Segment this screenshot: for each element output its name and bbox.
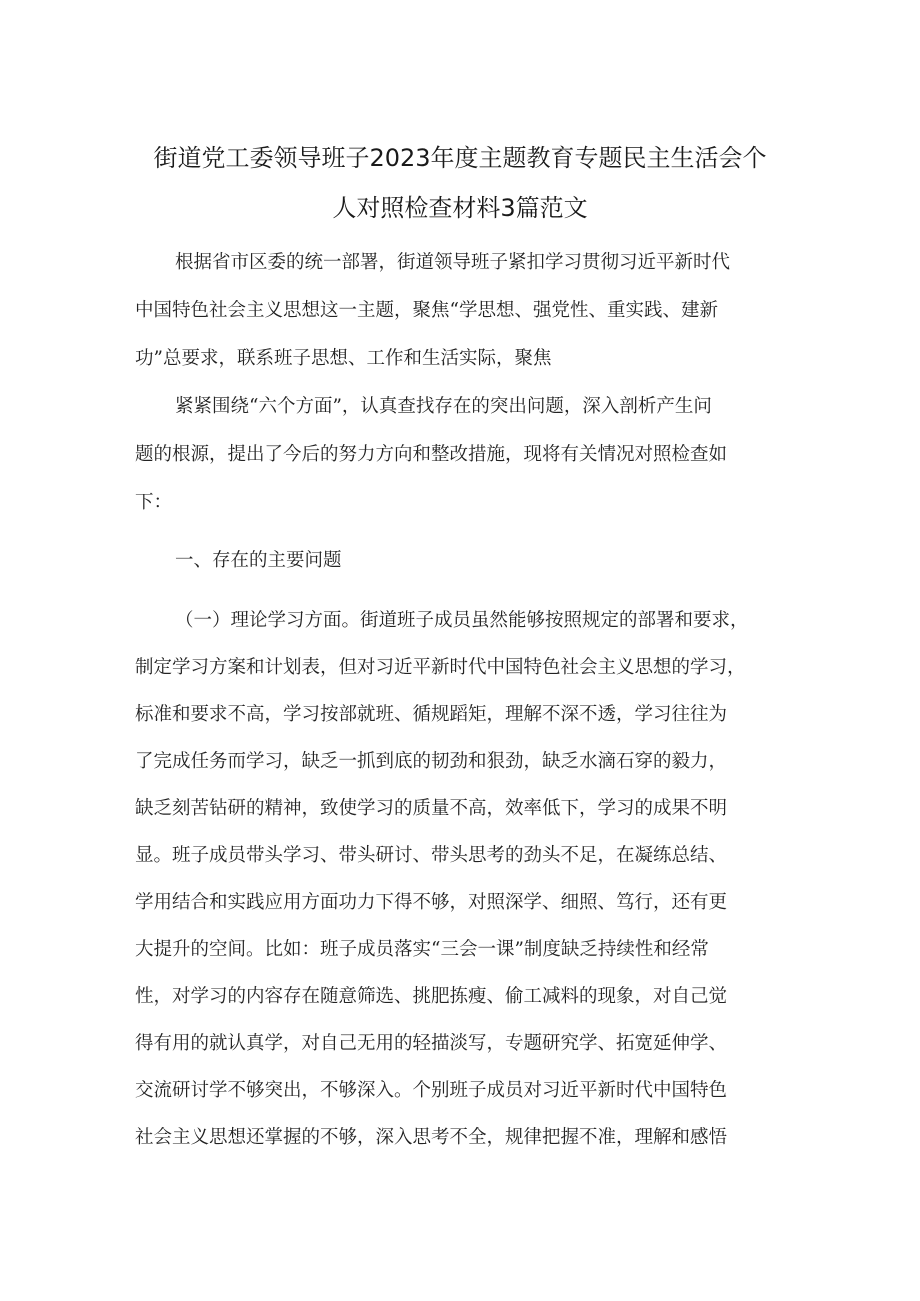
paragraph-line: 题的根源，提出了今后的努力方向和整改措施，现将有关情况对照检查如 [135, 444, 728, 465]
paragraph-line: 标准和要求不高，学习按部就班、循规蹈矩，理解不深不透，学习往往为 [135, 704, 728, 725]
paragraph-line: 下： [135, 492, 173, 513]
paragraph-line: 性，对学习的内容存在随意筛选、挑肥拣瘦、偷工减料的现象，对自己觉 [135, 986, 728, 1007]
paragraph-line: 制定学习方案和计划表，但对习近平新时代中国特色社会主义思想的学习， [135, 657, 746, 678]
paragraph-line: 得有用的就认真学，对自己无用的轻描淡写，专题研究学、拓宽延伸学、 [135, 1033, 728, 1054]
paragraph-line: 根据省市区委的统一部署，街道领导班子紧扣学习贯彻习近平新时代 [175, 252, 731, 273]
paragraph-line: 缺乏刻苦钻研的精神，致使学习的质量不高，效率低下，学习的成果不明 [135, 798, 728, 819]
paragraph-line: 了完成任务而学习，缺乏一抓到底的韧劲和狠劲，缺乏水滴石穿的毅力， [135, 751, 728, 772]
paragraph-line: 显。班子成员带头学习、带头研讨、带头思考的劲头不足，在凝练总结、 [135, 845, 728, 866]
paragraph-line: （一）理论学习方面。街道班子成员虽然能够按照规定的部署和要求， [175, 610, 749, 631]
paragraph-line: 社会主义思想还掌握的不够，深入思考不全，规律把握不准，理解和感悟 [135, 1127, 728, 1148]
paragraph-line: 交流研讨学不够突出，不够深入。个别班子成员对习近平新时代中国特色 [135, 1080, 728, 1101]
paragraph-line: 中国特色社会主义思想这一主题，聚焦“学思想、强党性、重实践、建新 [135, 300, 718, 321]
paragraph-line: 大提升的空间。比如：班子成员落实“三会一课”制度缺乏持续性和经常 [135, 939, 709, 960]
paragraph-line: 功”总要求，联系班子思想、工作和生活实际，聚焦 [135, 348, 552, 369]
section-heading: 一、存在的主要问题 [175, 550, 342, 571]
paragraph-line: 紧紧围绕“六个方面”，认真查找存在的突出问题，深入剖析产生问 [175, 396, 712, 417]
paragraph-line: 学用结合和实践应用方面功力下得不够，对照深学、细照、笃行，还有更 [135, 892, 728, 913]
document-title-line-2: 人对照检查材料3篇范文 [332, 194, 588, 222]
document-title-line-1: 街道党工委领导班子2023年度主题教育专题民主生活会个 [153, 144, 767, 172]
